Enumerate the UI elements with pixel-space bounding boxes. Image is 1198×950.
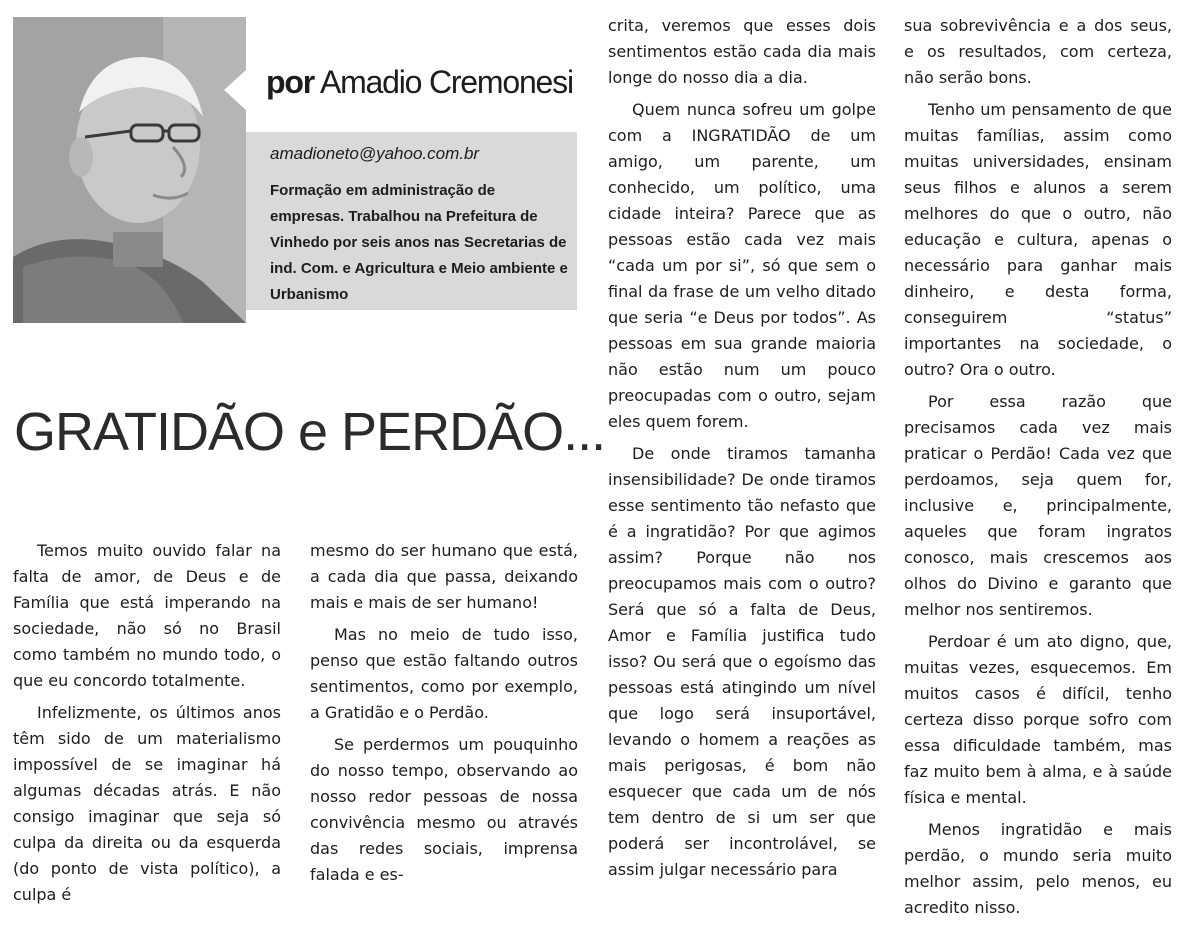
author-bio: Formação em administração de empresas. Trabalhou na Prefeitura de Vinhedo por seis anos nas Secretarias de ind. Com. e Agricultura e Meio ambiente e Urbanismo [270,182,568,303]
paragraph: Por essa razão que precisamos cada vez mais praticar o Perdão! Cada vez que perdoamos, seja quem for, inclusive e, principalmente, aqueles que foram ingratos conosco, mais crescemos aos olhos do Divino e garanto que melhor nos sentiremos. [904,392,1172,619]
article-column-3 [608,13,876,889]
paragraph: Temos muito ouvido falar na falta de amor, de Deus e de Família que está imperando na sociedade, não só no Brasil como também no mundo todo, o que eu concordo totalmente. [13,541,281,690]
paragraph: Quem nunca sofreu um golpe com a INGRATIDÃO de um amigo, um parente, um conhecido, um político, uma cidade inteira? Parece que as pessoas estão cada vez mais “cada um por si”, só que sem o final da frase de um velho ditado que seria “e Deus por todos”. As pessoas em sua grande maioria não estão num um pouco preocupadas com o outro, sejam eles quem forem. [608,100,876,431]
paragraph: Menos ingratidão e mais perdão, o mundo seria muito melhor assim, pelo menos, eu acredito nisso. [904,820,1172,917]
author-name: Amadio Cremonesi [319,64,573,100]
paragraph: Se perdermos um pouquinho do nosso tempo, observando ao nosso redor pessoas de nossa convivência mesmo ou através das redes sociais, imprensa falada e es- [310,735,578,884]
article-title: GRATIDÃO e PERDÃO... [14,402,606,462]
paragraph: Infelizmente, os últimos anos têm sido de um materialismo impossível de se imaginar há algumas décadas atrás. E não consigo imaginar que seja só culpa da direita ou da esquerda (do ponto de vista político), a culpa é [13,703,281,904]
paragraph: De onde tiramos tamanha insensibilidade? De onde tiramos esse sentimento tão nefasto que é a ingratidão? Por que agimos assim? Porque não nos preocupamos mais com o outro? Será que só a falta de Deus, Amor e Família justifica tudo isso? Ou será que o egoísmo das pessoas está atingindo um nível que logo será insuportável, levando o homem a reações as mais perigosas, é bom não esquecer que cada um de nós tem dentro de si um ser que poderá ser incontrolável, se assim julgar necessário para [608,444,876,879]
byline-pointer [224,70,246,110]
article-column-2 [310,538,578,894]
paragraph: crita, veremos que esses dois sentimentos estão cada dia mais longe do nosso dia a dia. [608,16,876,87]
author-portrait-image [13,17,246,323]
article-column-1 [13,538,281,914]
paragraph: Tenho um pensamento de que muitas famílias, assim como muitas universidades, ensinam seus filhos e alunos a serem melhores do que o outro, não educação e cultura, apenas o necessário para ganhar mais dinheiro, e desta forma, conseguirem “status” importantes na sociedade, o outro? Ora o outro. [904,100,1172,379]
article-column-4 [904,13,1172,927]
paragraph: Mas no meio de tudo isso, penso que estão faltando outros sentimentos, como por exemplo, a Gratidão e o Perdão. [310,625,578,722]
byline-prefix: por [266,64,314,100]
author-photo [13,17,246,323]
paragraph: Perdoar é um ato digno, que, muitas vezes, esquecemos. Em muitos casos é difícil, tenho certeza disso porque sofro com essa dificuldade também, mas faz muito bem à alma, e à saúde física e mental. [904,632,1172,807]
paragraph: mesmo do ser humano que está, a cada dia que passa, deixando mais e mais de ser humano! [310,541,578,612]
paragraph: sua sobrevivência e a dos seus, e os resultados, com certeza, não serão bons. [904,16,1172,87]
author-email: amadioneto@yahoo.com.br [270,144,480,163]
author-byline [266,64,573,101]
